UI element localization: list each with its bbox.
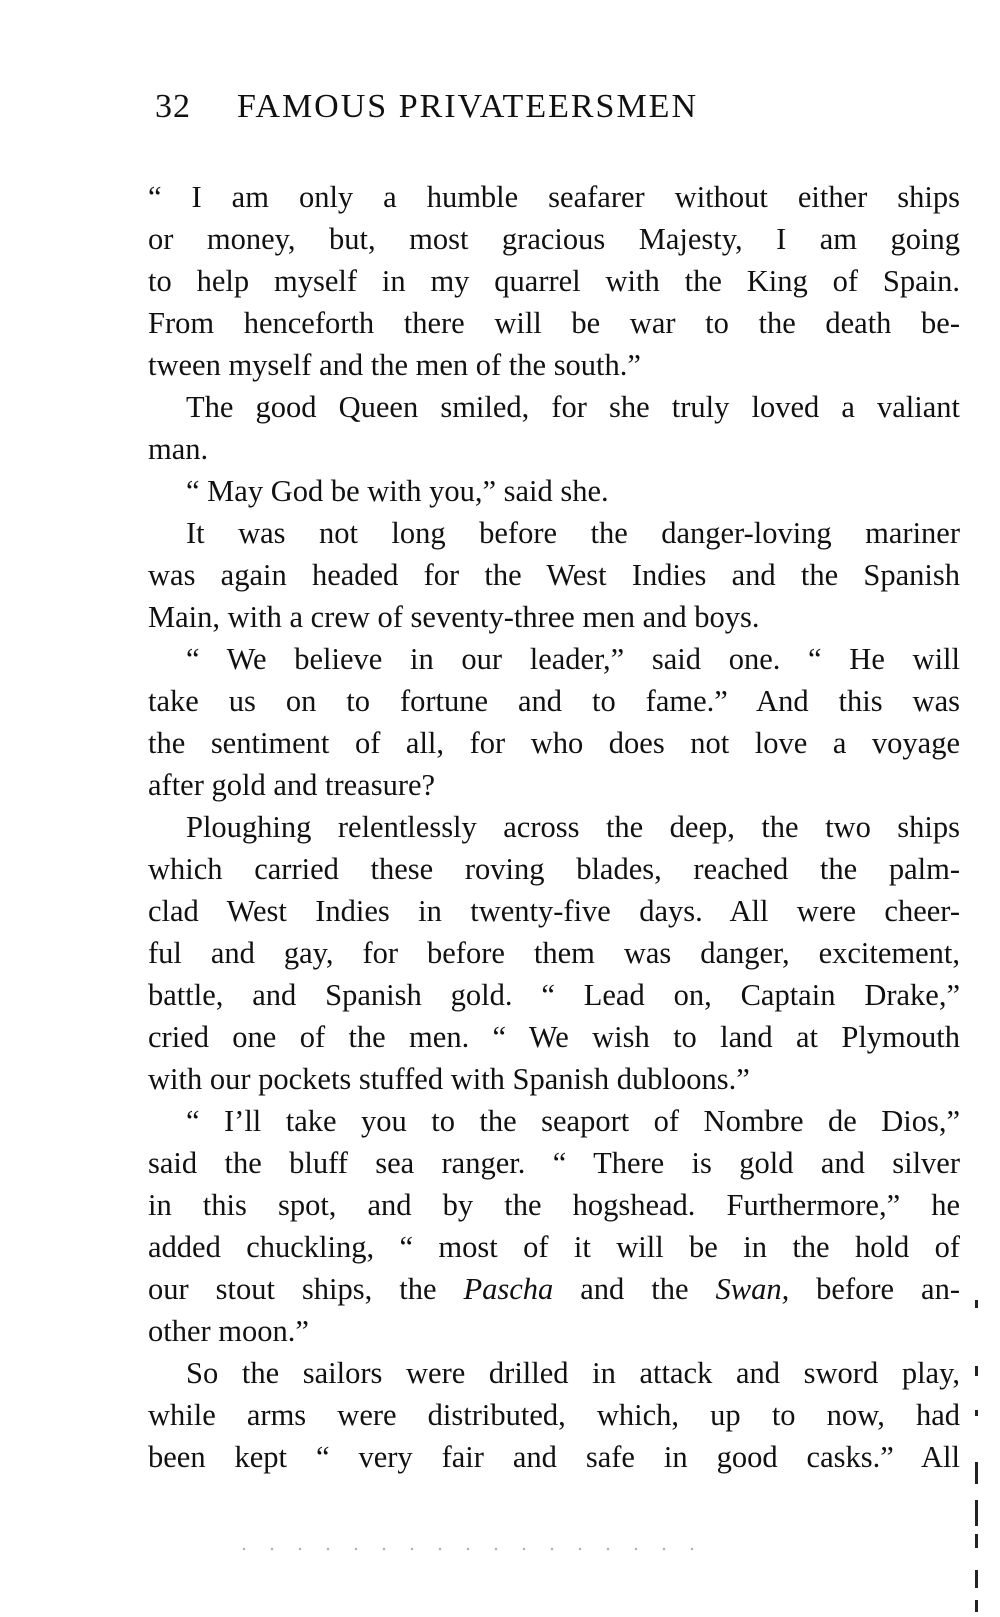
text-line: Main, with a crew of seventy-three men and boys. [148, 600, 760, 634]
text-line: “ May God be with you,” said she. [186, 474, 609, 508]
text-line: after gold and treasure? [148, 768, 436, 802]
text-line: man. [148, 432, 209, 466]
text-line: “ We believe in our leader,” said one. “ He will [186, 642, 960, 676]
text-line: while arms were distributed, which, up to now, had [148, 1398, 960, 1432]
text-line: take us on to fortune and to fame.” And this was [148, 684, 960, 718]
page-edge-mark [975, 1570, 978, 1588]
text-line: clad West Indies in twenty-five days. All were cheer- [148, 894, 960, 928]
running-head [155, 88, 855, 126]
page-edge-mark [975, 1462, 978, 1484]
text-line: added chuckling, “ most of it will be in the hold of [148, 1230, 960, 1264]
text-line: other moon.” [148, 1314, 309, 1348]
text-line: was again headed for the West Indies and the Spanish [148, 558, 960, 592]
text-line: the sentiment of all, for who does not love a voyage [148, 726, 960, 760]
text-line: ful and gay, for before them was danger, excitement, [148, 936, 960, 970]
text-line: cried one of the men. “ We wish to land at Plymouth [148, 1020, 960, 1054]
text-line: or money, but, most gracious Majesty, I am going [148, 222, 960, 256]
page-edge-mark [975, 1500, 978, 1526]
text-line: said the bluff sea ranger. “ There is gold and silver [148, 1146, 960, 1180]
text-line: with our pockets stuffed with Spanish dubloons.” [148, 1062, 750, 1096]
text-line: our stout ships, the Pascha and the Swan, before an- [148, 1272, 960, 1306]
text-line: “ I am only a humble seafarer without either ships [148, 180, 960, 214]
text-line: So the sailors were drilled in attack and sword play, [186, 1356, 960, 1390]
body-text [148, 176, 960, 1478]
page-edge-mark [975, 1534, 978, 1548]
page-edge-mark [975, 1366, 978, 1376]
text-line: Ploughing relentlessly across the deep, the two ships [186, 810, 960, 844]
page-edge-mark [975, 1600, 978, 1612]
text-line: to help myself in my quarrel with the King of Spain. [148, 264, 960, 298]
bottom-print-specks [230, 1547, 710, 1551]
text-line: tween myself and the men of the south.” [148, 348, 641, 382]
text-line: in this spot, and by the hogshead. Furthermore,” he [148, 1188, 960, 1222]
running-title: FAMOUS PRIVATEERSMEN [237, 88, 698, 125]
text-line: The good Queen smiled, for she truly loved a valiant [186, 390, 960, 424]
page-edge-mark [975, 1300, 978, 1308]
text-line: From henceforth there will be war to the death be- [148, 306, 960, 340]
text-line: It was not long before the danger-loving mariner [186, 516, 960, 550]
page-edge-mark [975, 1410, 978, 1416]
text-line: which carried these roving blades, reached the palm- [148, 852, 960, 886]
text-line: been kept “ very fair and safe in good casks.” All [148, 1440, 960, 1474]
page-number: 32 [155, 88, 191, 125]
text-line: battle, and Spanish gold. “ Lead on, Captain Drake,” [148, 978, 960, 1012]
text-line: “ I’ll take you to the seaport of Nombre de Dios,” [186, 1104, 960, 1138]
